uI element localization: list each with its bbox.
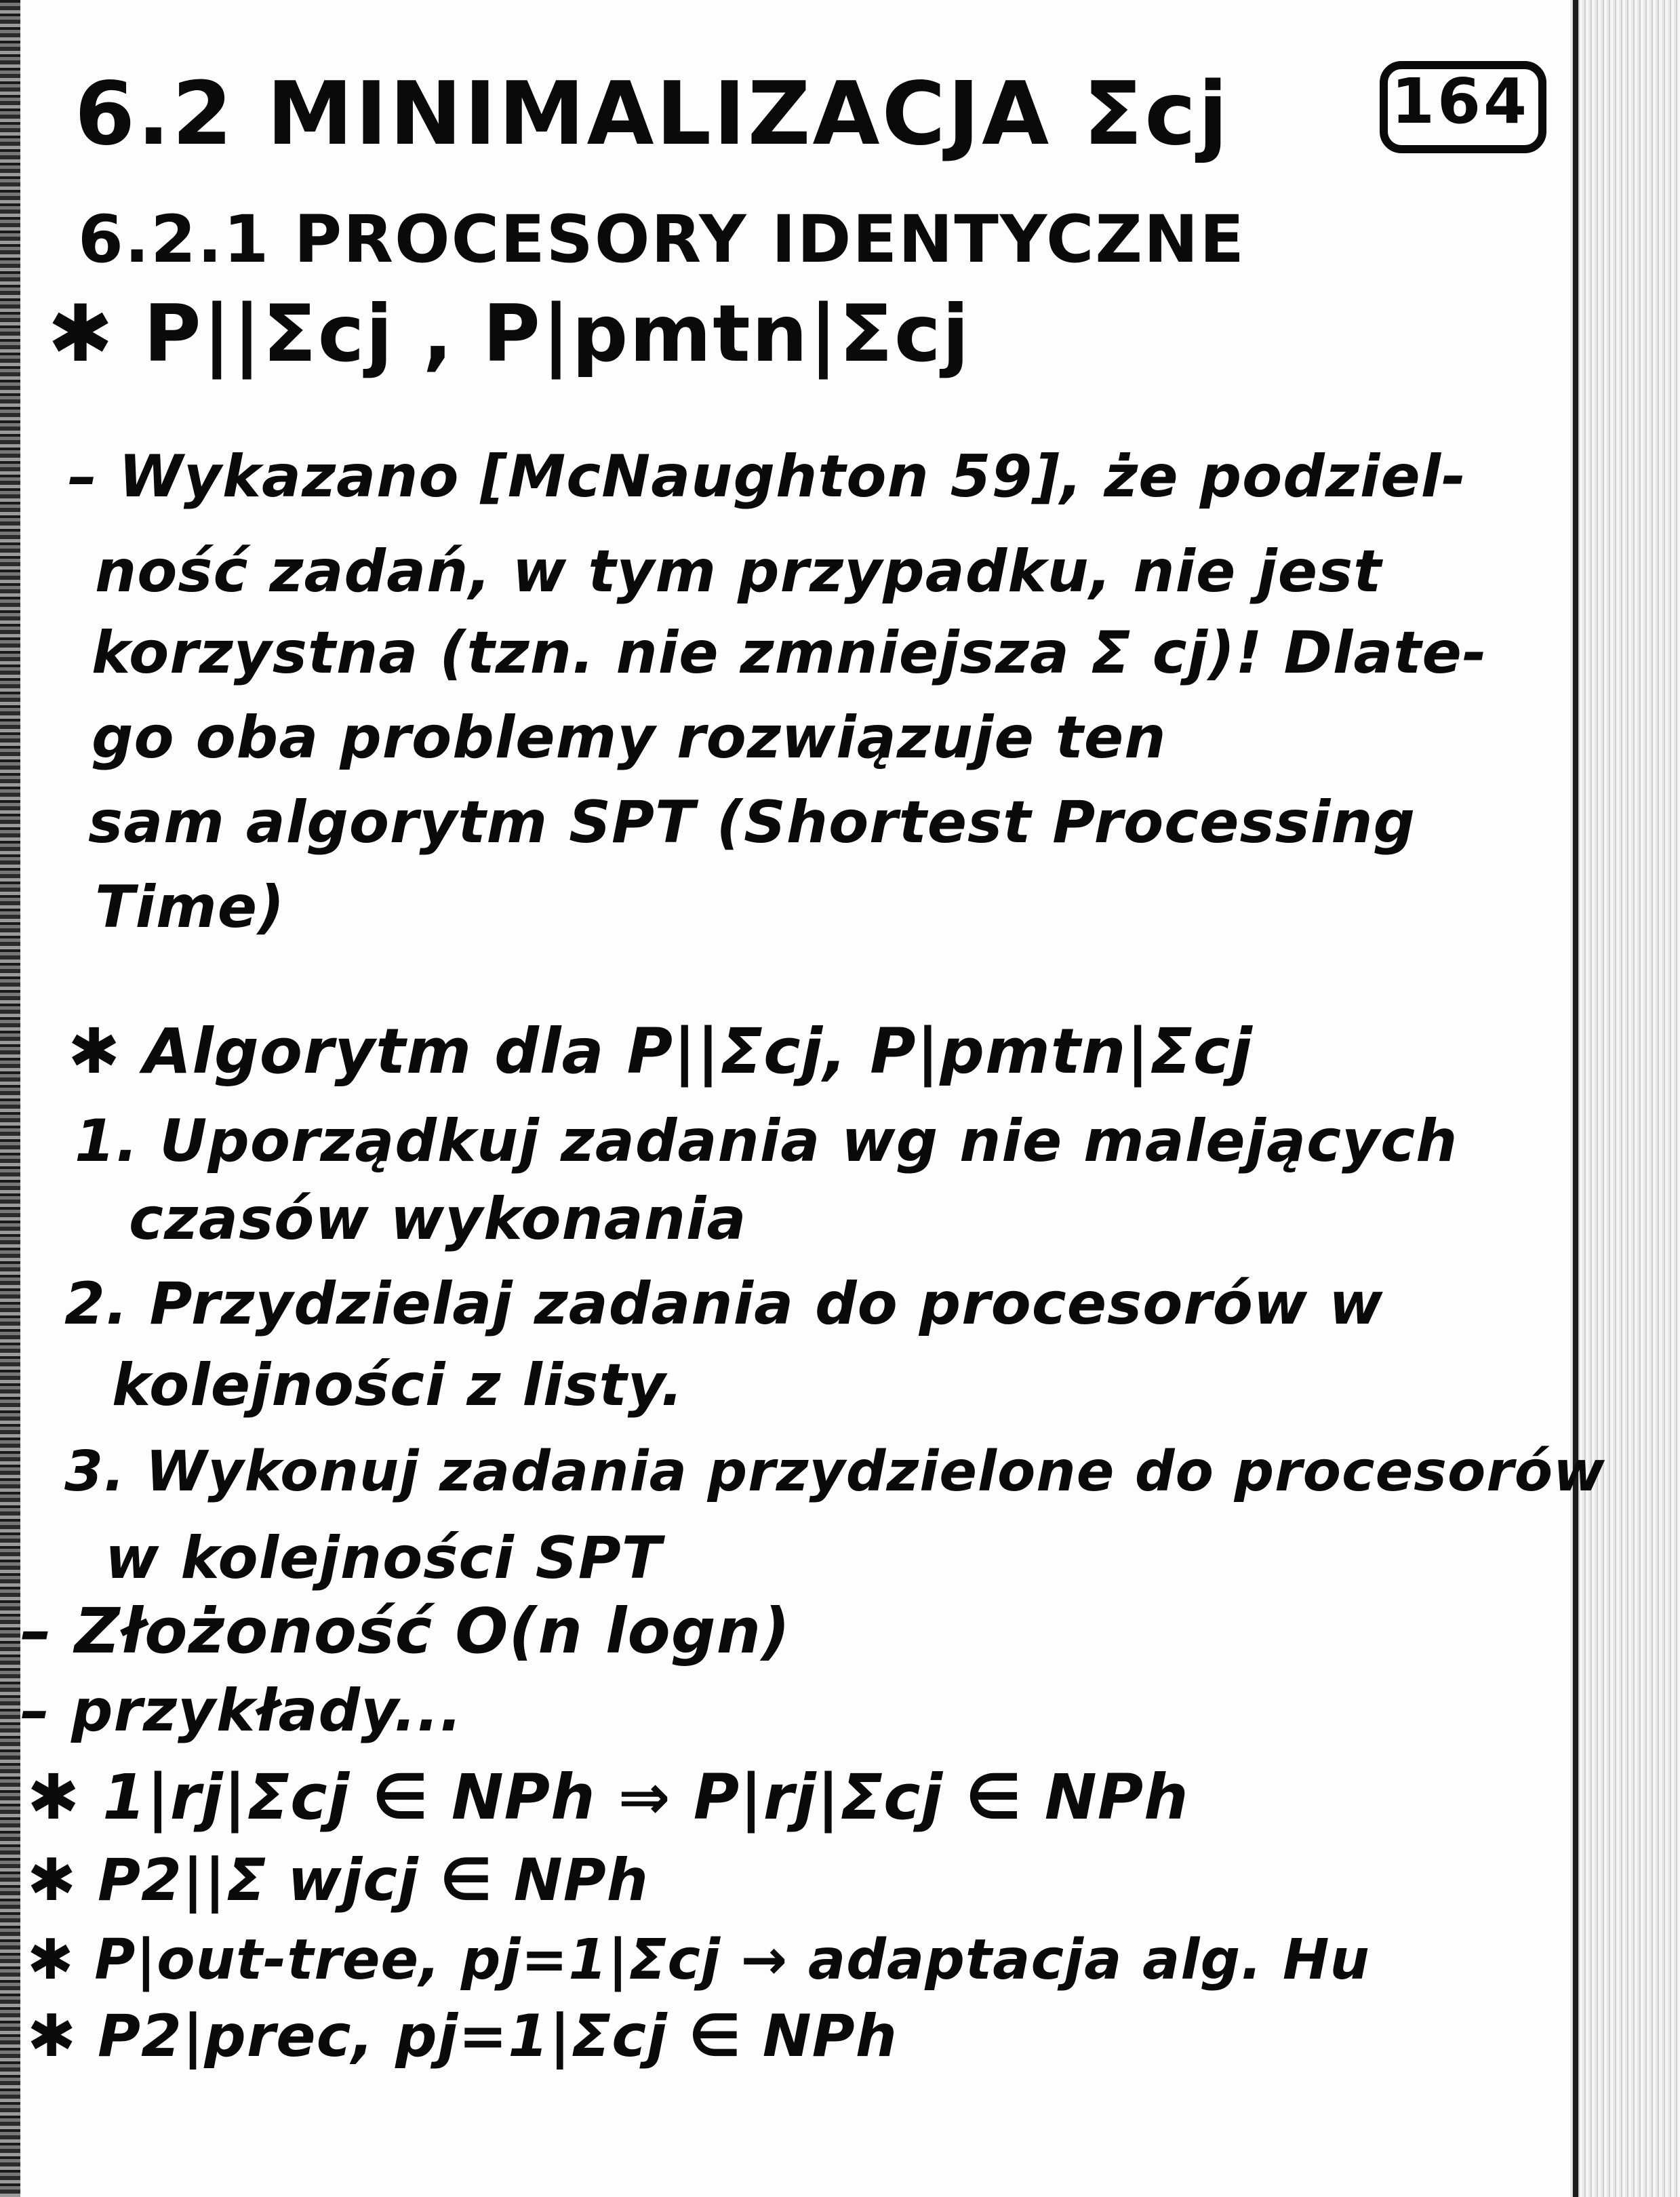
- step-line: 1. Uporządkuj zadania wg nie malejących: [75, 1107, 1458, 1175]
- examples-label: – przykłady...: [20, 1677, 463, 1745]
- subsection-title: 6.2.1 PROCESORY IDENTYCZNE: [78, 201, 1245, 277]
- step-line: 3. Wykonuj zadania przydzielone do procesorów: [64, 1440, 1605, 1504]
- example-item: ✱ P2||Σ wjcj ∈ NPh: [27, 1846, 649, 1914]
- algorithm-heading: ✱ Algorytm dla P||Σcj, P|pmtn|Σcj: [68, 1015, 1253, 1088]
- example-item: ✱ P|out-tree, pj=1|Σcj → adaptacja alg. Hu: [27, 1928, 1370, 1992]
- paragraph-line: korzystna (tzn. nie zmniejsza Σ cj)! Dlate-: [92, 619, 1487, 687]
- section-title: 6.2 MINIMALIZACJA Σcj: [75, 64, 1230, 165]
- step-line: kolejności z listy.: [112, 1351, 684, 1419]
- step-line: 2. Przydzielaj zadania do procesorów w: [64, 1270, 1384, 1338]
- scan-left-edge: [0, 0, 20, 2197]
- example-item: ✱ 1|rj|Σcj ∈ NPh ⇒ P|rj|Σcj ∈ NPh: [27, 1761, 1189, 1834]
- example-item: ✱ P2|prec, pj=1|Σcj ∈ NPh: [27, 2002, 898, 2070]
- page-right-border: [1573, 0, 1578, 2197]
- paragraph-line: sam algorytm SPT (Shortest Processing: [88, 789, 1416, 856]
- scan-right-margin: [1570, 0, 1680, 2197]
- problem-notation: ✱ P||Σcj , P|pmtn|Σcj: [47, 288, 971, 380]
- step-line: czasów wykonania: [129, 1185, 747, 1253]
- complexity-line: – Złożoność O(n logn): [20, 1595, 791, 1667]
- paragraph-line: go oba problemy rozwiązuje ten: [92, 704, 1167, 772]
- page-number: 164: [1391, 65, 1530, 138]
- paragraph-line: ność zadań, w tym przypadku, nie jest: [95, 538, 1382, 606]
- paragraph-line: Time): [95, 873, 285, 941]
- paragraph-line: – Wykazano [McNaughton 59], że podziel-: [68, 443, 1466, 511]
- step-line: w kolejności SPT: [105, 1524, 662, 1592]
